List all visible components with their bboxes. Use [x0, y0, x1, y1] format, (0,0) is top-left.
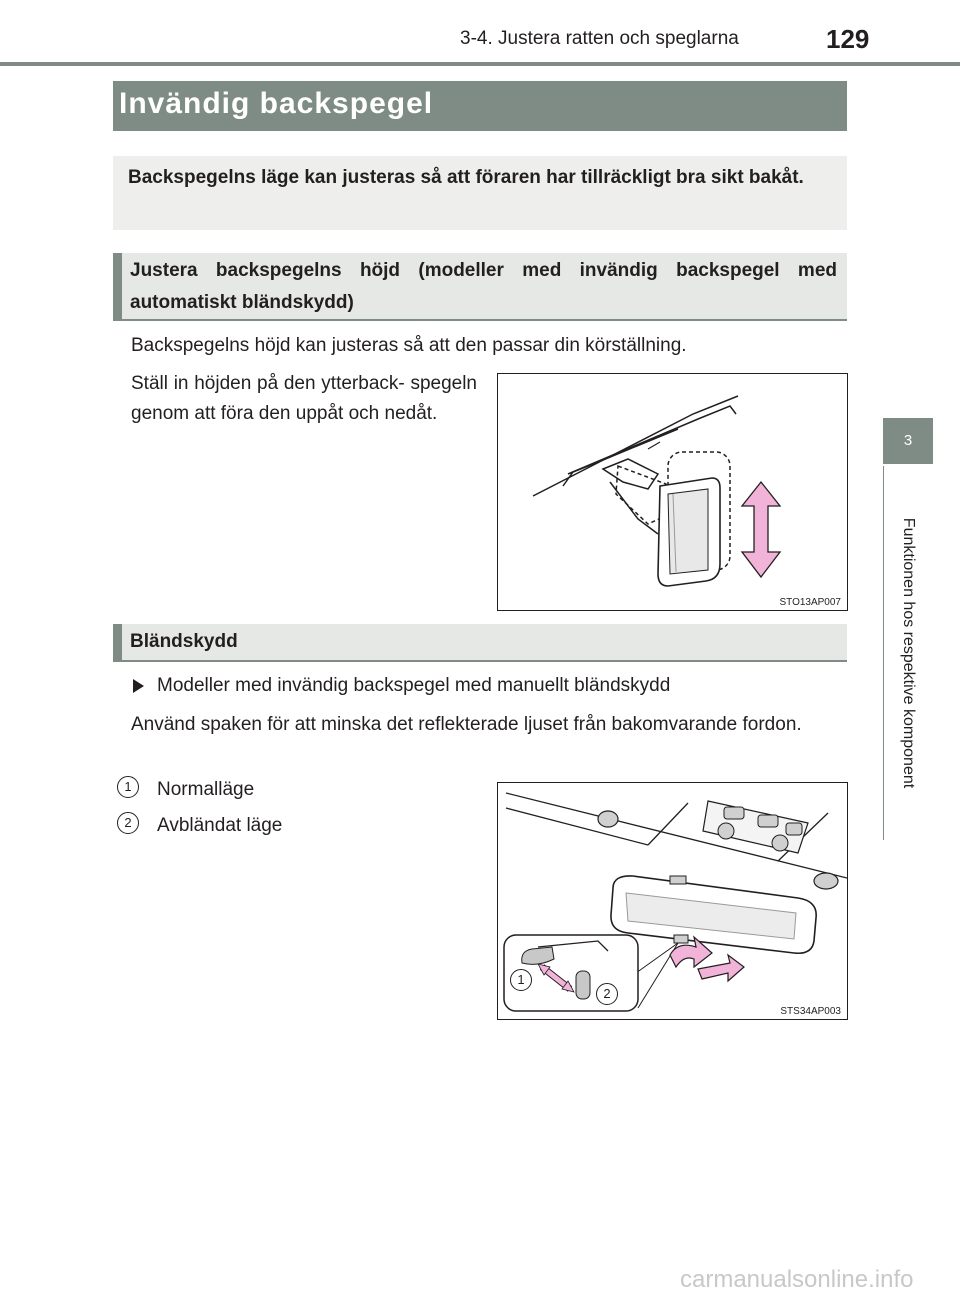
item-label-1: Normalläge [157, 779, 255, 800]
figure-anti-glare [497, 782, 848, 1020]
chapter-number-tab: 3 [883, 418, 933, 464]
section1-heading-box [113, 253, 847, 321]
watermark: carmanualsonline.info [680, 1266, 914, 1293]
chapter-title-text: Funktionen hos respektive komponent [900, 517, 917, 789]
header-rule [0, 62, 960, 66]
figure-mirror-height [497, 373, 848, 611]
bullet-text: Modeller med invändig backspegel med manuellt bländskydd [157, 675, 671, 696]
section1-paragraph2: Ställ in höjden på den ytterback- spegeln genom att föra den uppåt och nedåt. [131, 373, 477, 424]
mirror-height-illustration [498, 374, 847, 610]
chapter-title-vertical [883, 470, 933, 836]
figure-code: STO13AP007 [779, 597, 841, 608]
section-title: 3-4. Justera ratten och speglarna [460, 28, 739, 49]
section1-heading: Justera backspegelns höjd (modeller med invändig backspegel med automatiskt bländskydd) [130, 260, 837, 313]
anti-glare-illustration [498, 783, 847, 1019]
page-number: 129 [826, 24, 870, 54]
intro-box [113, 156, 847, 230]
figure-callout-1: 1 [510, 969, 532, 991]
heading-accent-bar [113, 253, 122, 319]
item-number-1: 1 [117, 776, 139, 798]
bullet-triangle-icon [133, 679, 144, 693]
section2-paragraph: Använd spaken för att minska det reflekterade ljuset från bakomvarande fordon. [131, 714, 802, 735]
heading-accent-bar [113, 624, 122, 660]
section2-heading: Bländskydd [130, 631, 238, 652]
page-title-bar [113, 81, 847, 131]
item-number-2: 2 [117, 812, 139, 834]
section2-heading-box [113, 624, 847, 662]
intro-text: Backspegelns läge kan justeras så att föraren har tillräckligt bra sikt bakåt. [128, 167, 804, 188]
figure-code: STS34AP003 [780, 1006, 841, 1017]
figure-callout-2: 2 [596, 983, 618, 1005]
section1-paragraph1: Backspegelns höjd kan justeras så att den passar din körställning. [131, 335, 687, 356]
item-label-2: Avbländat läge [157, 815, 283, 836]
page-title: Invändig backspegel [119, 87, 434, 120]
